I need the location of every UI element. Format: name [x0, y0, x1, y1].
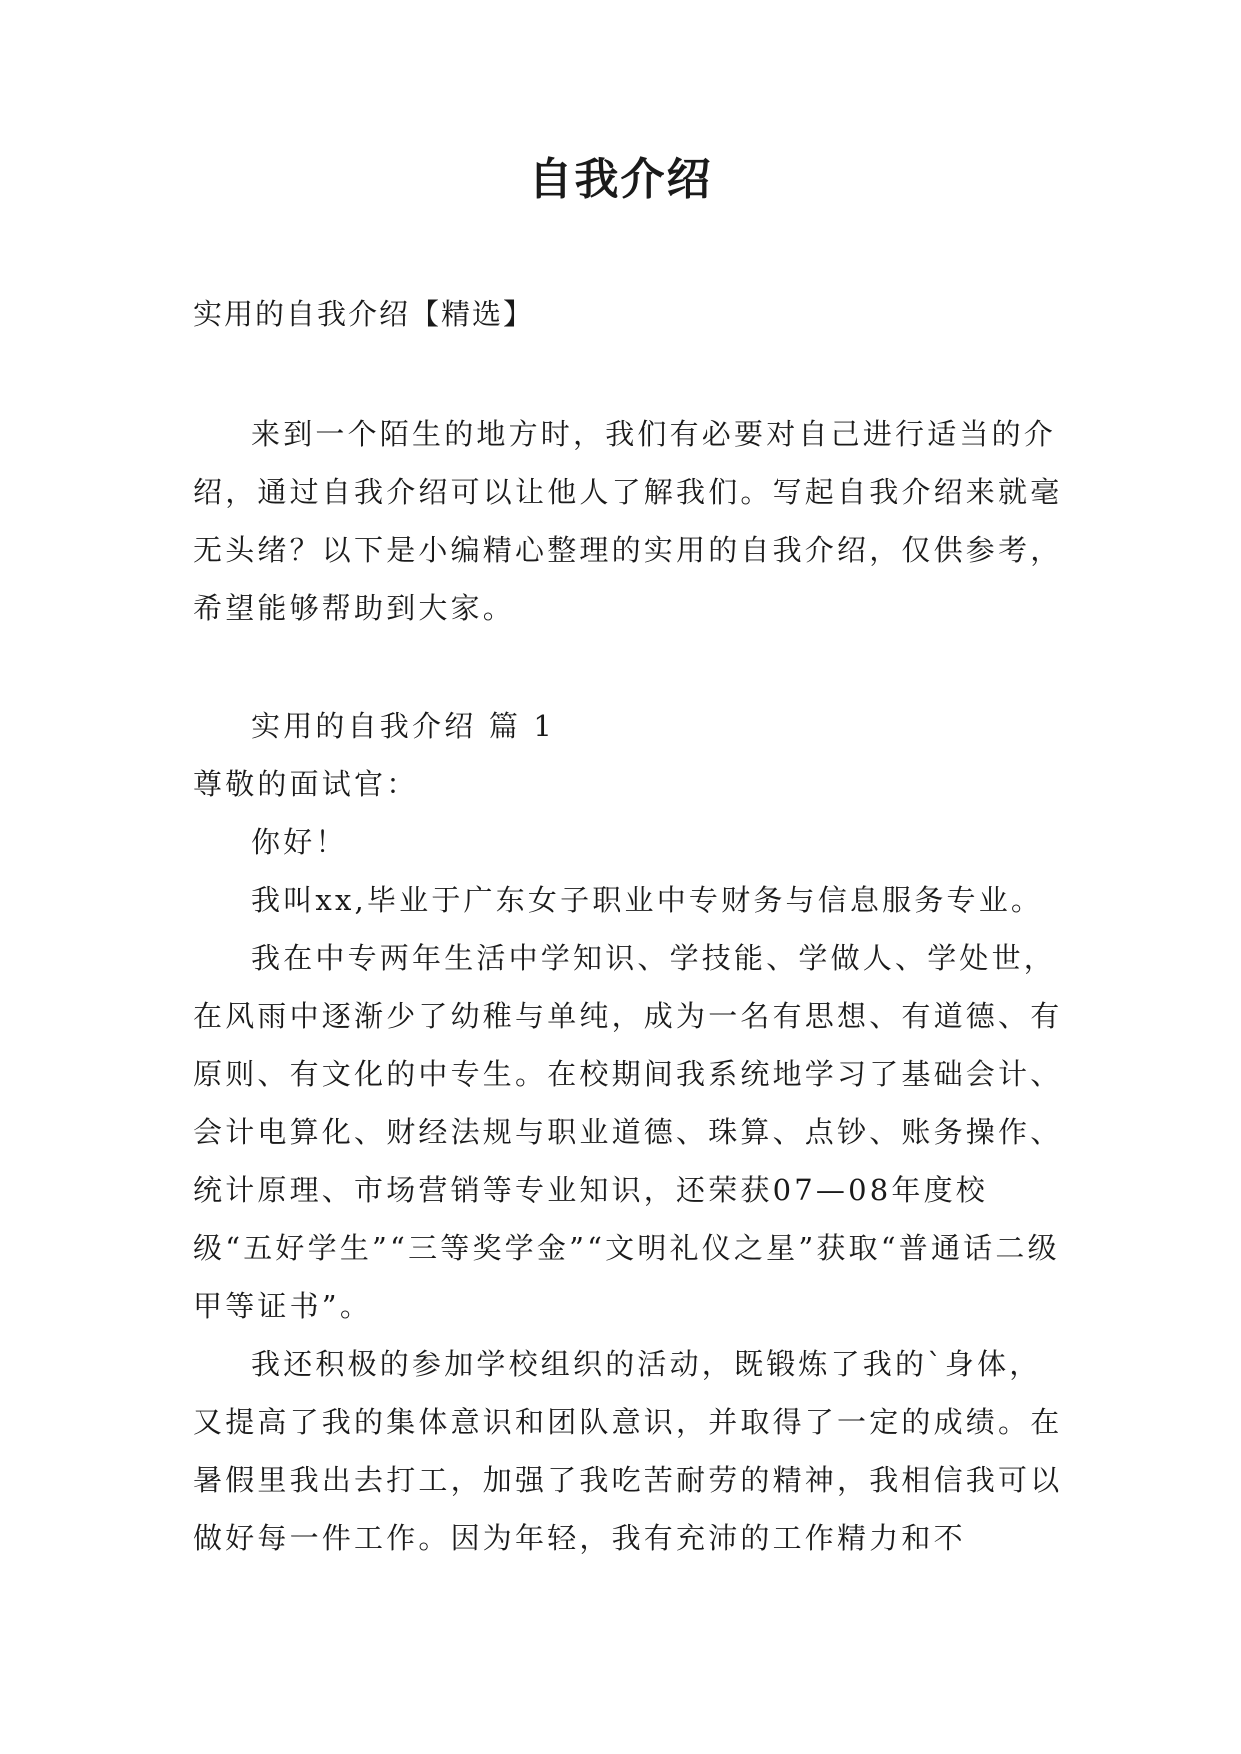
body-paragraph: 我在中专两年生活中学知识、学技能、学做人、学处世，在风雨中逐渐少了幼稚与单纯，成为一名有思想、有道德、有原则、有文化的中专生。在校期间我系统地学习了基础会计、会计电算化、财经法规与职业道德、珠算、点钞、账务操作、统计原理、市场营销等专业知识，还荣获07—08年度校级“五好学生”“三等奖学金”“文明礼仪之星”获取“普通话二级甲等证书”。: [193, 941, 1063, 1323]
body-paragraph: 我还积极的参加学校组织的活动，既锻炼了我的`身体，又提高了我的集体意识和团队意识，并取得了一定的成绩。在暑假里我出去打工，加强了我吃苦耐劳的精神，我相信我可以做好每一件工作。因为年轻，我有充沛的工作精力和不: [193, 1347, 1063, 1555]
section-block: [193, 697, 1063, 1567]
greeting: 你好！: [251, 825, 348, 859]
document-title: 自我介绍: [528, 154, 713, 205]
intro-block: [193, 405, 1063, 637]
body-paragraph: 我叫xx,毕业于广东女子职业中专财务与信息服务专业。: [251, 883, 1044, 917]
section-heading: 实用的自我介绍 篇 1: [251, 709, 556, 743]
salutation: 尊敬的面试官：: [193, 767, 419, 801]
intro-paragraph: 来到一个陌生的地方时，我们有必要对自己进行适当的介绍，通过自我介绍可以让他人了解我们。写起自我介绍来就毫无头绪？以下是小编精心整理的实用的自我介绍，仅供参考，希望能够帮助到大家。: [193, 417, 1063, 625]
document-subtitle: 实用的自我介绍【精选】: [193, 297, 535, 331]
